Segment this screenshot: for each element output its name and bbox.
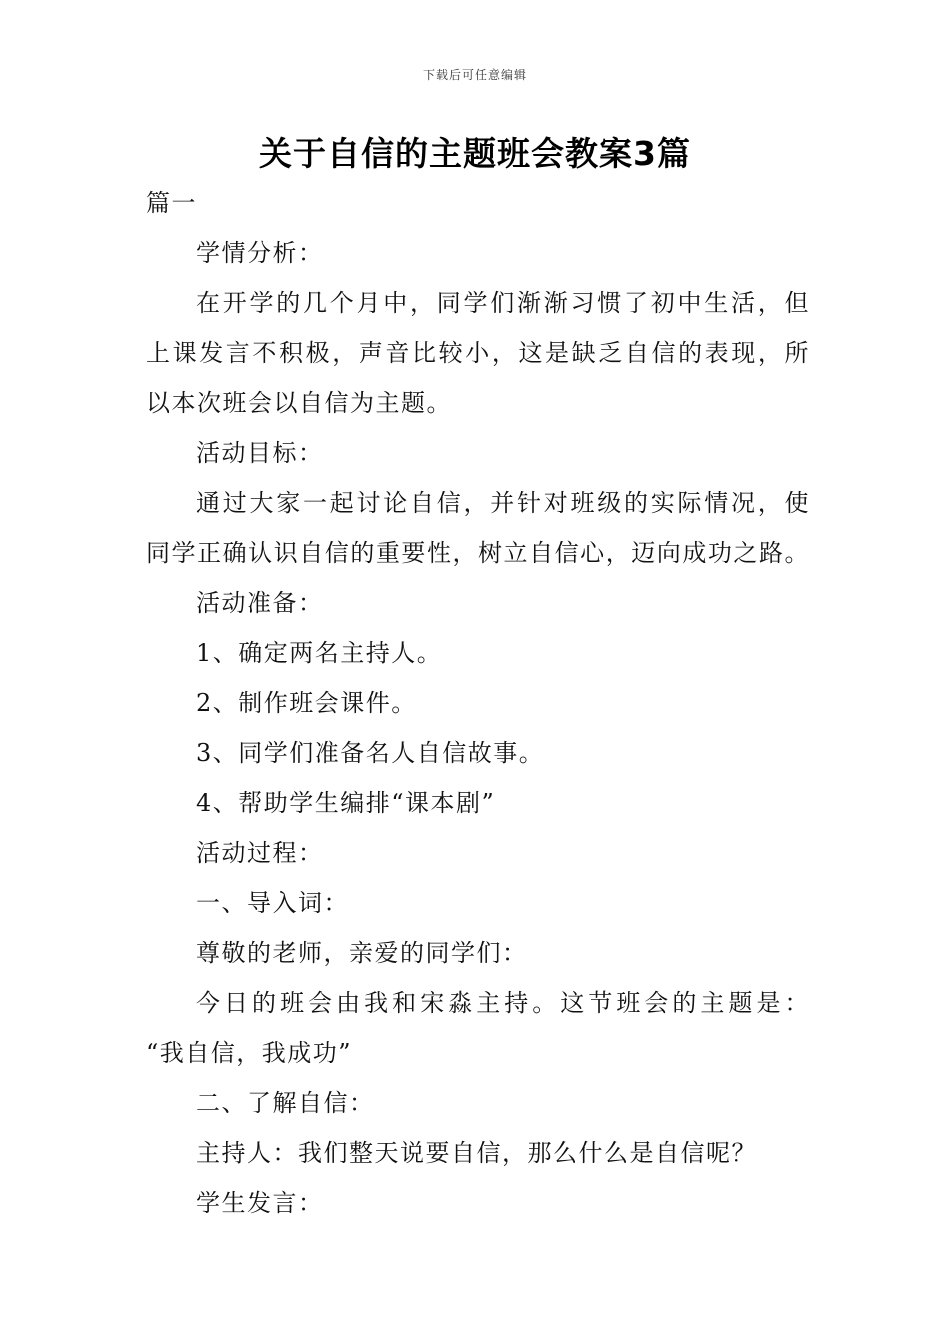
paragraph-line: 在开学的几个月中，同学们渐渐习惯了初中生活，但 — [196, 289, 810, 317]
paragraph-line: 一、导入词： — [196, 889, 349, 917]
list-item: 4、帮助学生编排“课本剧” — [196, 789, 496, 817]
paragraph-line: 尊敬的老师，亲爱的同学们： — [196, 939, 528, 967]
paragraph-line: 活动准备： — [196, 589, 324, 617]
paragraph-line: 以本次班会以自信为主题。 — [146, 389, 452, 417]
paragraph-line: 学情分析： — [196, 239, 324, 267]
list-item: 1、确定两名主持人。 — [196, 639, 443, 667]
paragraph-line: 二、了解自信： — [196, 1089, 375, 1117]
document-title: 关于自信的主题班会教案3篇 — [259, 134, 691, 173]
list-item: 3、同学们准备名人自信故事。 — [196, 739, 545, 767]
list-item: 2、制作班会课件。 — [196, 689, 417, 717]
paragraph-line: 活动目标： — [196, 439, 324, 467]
paragraph-line: 今日的班会由我和宋淼主持。这节班会的主题是： — [196, 989, 810, 1017]
document-body — [146, 178, 810, 1228]
paragraph-line: 主持人：我们整天说要自信，那么什么是自信呢？ — [196, 1139, 757, 1167]
paragraph-line: 学生发言： — [196, 1189, 324, 1217]
paragraph-line: 上课发言不积极，声音比较小，这是缺乏自信的表现，所 — [146, 339, 810, 367]
paragraph-line: “我自信，我成功” — [146, 1039, 353, 1067]
paragraph-line: 活动过程： — [196, 839, 324, 867]
section-heading-part-one: 篇一 — [146, 189, 197, 217]
header-note: 下载后可任意编辑 — [422, 68, 527, 82]
paragraph-line: 通过大家一起讨论自信，并针对班级的实际情况，使 — [196, 489, 810, 517]
paragraph-line: 同学正确认识自信的重要性，树立自信心，迈向成功之路。 — [146, 539, 810, 567]
